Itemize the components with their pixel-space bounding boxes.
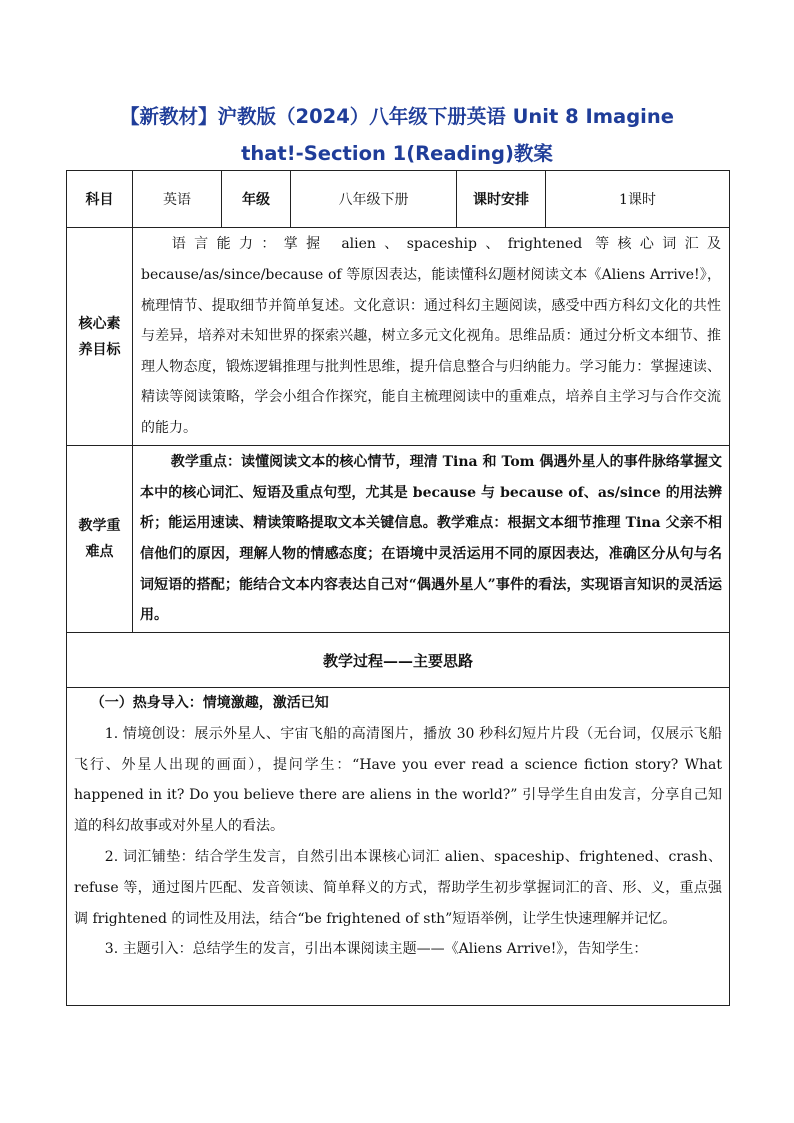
literacy-label bbox=[67, 228, 133, 446]
process-item-3: 3. 主题引入：总结学生的发言，引出本课阅读主题——《Aliens Arrive!》，告知学生： bbox=[104, 941, 648, 958]
grade-label: 年级 bbox=[222, 171, 291, 228]
process-item-2: 2. 词汇铺垫：结合学生发言，自然引出本课核心词汇 alien、spaceship、frightened、crash、refuse 等，通过图片匹配、发音领读、简单释义的方式，帮助学生初步掌握词汇的音、形、义，重点强调 frightened 的词性及用法，结合“be frightened of sth”短语举例，让学生快速理解并记忆。 bbox=[74, 848, 722, 927]
process-heading: 教学过程——主要思路 bbox=[67, 633, 730, 688]
focus-row bbox=[67, 446, 730, 633]
focus-label bbox=[67, 446, 133, 633]
literacy-label-line-2: 养目标 bbox=[78, 341, 121, 358]
lesson-plan-table bbox=[66, 170, 730, 1006]
subject-value: 英语 bbox=[133, 171, 222, 228]
title-line-1: 【新教材】沪教版（2024）八年级下册英语 Unit 8 Imagine bbox=[120, 105, 674, 128]
literacy-label-line-1: 核心素 bbox=[78, 315, 121, 332]
teaching-focus bbox=[133, 446, 730, 633]
grade-value: 八年级下册 bbox=[291, 171, 457, 228]
section-title: （一）热身导入：情境激趣，激活已知 bbox=[90, 695, 329, 711]
process-body bbox=[67, 688, 730, 1006]
document-title bbox=[60, 98, 734, 172]
process-item-1: 1. 情境创设：展示外星人、宇宙飞船的高清图片，播放 30 秒科幻短片片段（无台词，仅展示飞船飞行、外星人出现的画面），提问学生：“Have you ever read a science fiction story? What happened in it? Do you believe there are aliens in the world?” 引导学生自由发言，分享自己知道的科幻故事或对外星人的看法。 bbox=[74, 725, 722, 835]
focus-label-line-1: 教学重 bbox=[78, 518, 121, 534]
hours-value: 1课时 bbox=[546, 171, 730, 228]
title-line-2: that!-Section 1(Reading)教案 bbox=[241, 142, 553, 165]
literacy-goals-text: 语言能力：掌握 alien、spaceship、frightened 等核心词汇及 because/as/since/because of 等原因表达，能读懂科幻题材阅读文本《Aliens Arrive!》，梳理情节、提取细节并简单复述。文化意识：通过科幻主题阅读，感受中西方科幻文化的共性与差异，培养对未知世界的探索兴趣，树立多元文化视角。思维品质：通过分析文本细节、推理人物态度，锻炼逻辑推理与批判性思维，提升信息整合与归纳能力。学习能力：掌握速读、精读等阅读策略，学会小组合作探究，能自主梳理阅读中的重难点，培养自主学习与合作交流的能力。 bbox=[141, 236, 721, 436]
process-heading-row bbox=[67, 633, 730, 688]
subject-label: 科目 bbox=[67, 171, 133, 228]
literacy-goals bbox=[133, 228, 730, 446]
header-row bbox=[67, 171, 730, 228]
literacy-row bbox=[67, 228, 730, 446]
teaching-focus-text: 教学重点：读懂阅读文本的核心情节，理清 Tina 和 Tom 偶遇外星人的事件脉络掌握文本中的核心词汇、短语及重点句型，尤其是 because 与 because of、as/since 的用法辨析；能运用速读、精读策略提取文本关键信息。教学难点：根据文本细节推理 Tina 父亲不相信他们的原因，理解人物的情感态度；在语境中灵活运用不同的原因表达，准确区分从句与名词短语的搭配；能结合文本内容表达自己对“偶遇外星人”事件的看法，实现语言知识的灵活运用。 bbox=[140, 454, 722, 624]
focus-label-line-2: 难点 bbox=[85, 544, 114, 560]
process-body-row bbox=[67, 688, 730, 1006]
hours-label: 课时安排 bbox=[457, 171, 546, 228]
